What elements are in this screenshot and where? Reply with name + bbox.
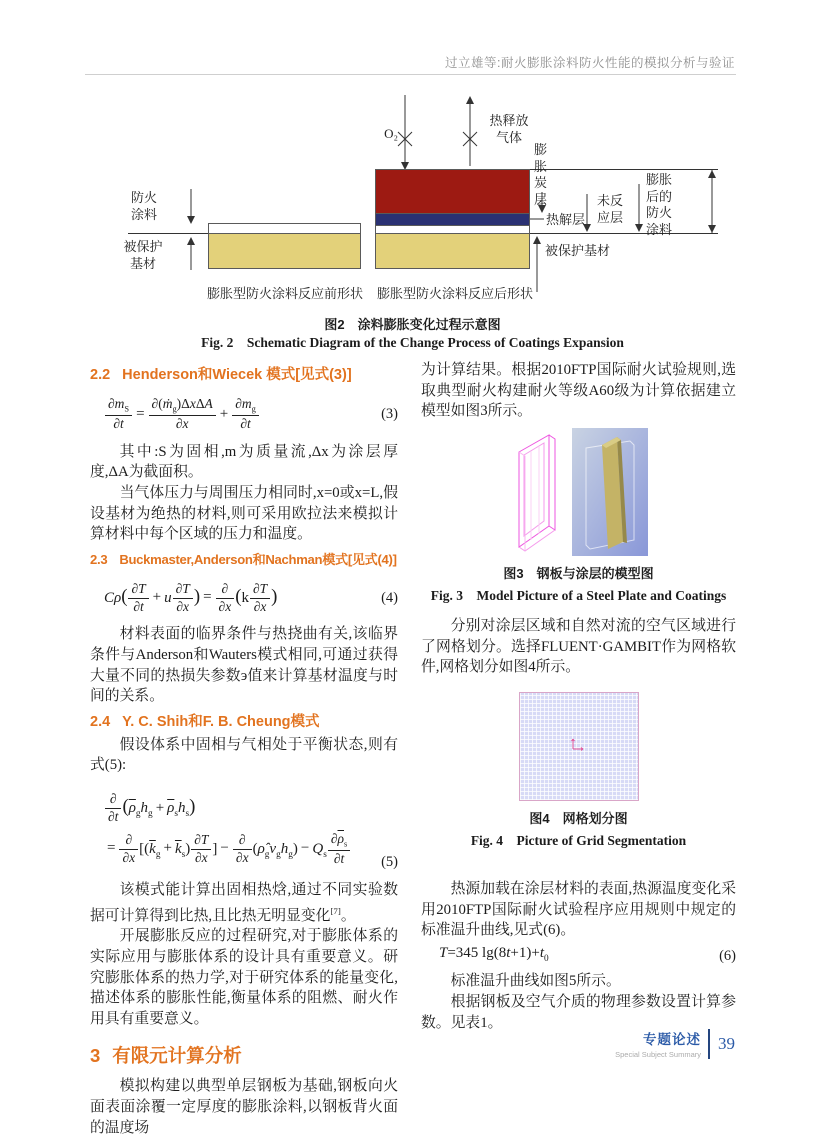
equation-4 xyxy=(90,581,398,616)
paragraph-std-curve: 标准温升曲线如图5所示。 xyxy=(450,973,621,990)
equation-5-line2: = $\frac{\partial}{\partial x}$ [$(\overline{k}_g + \overline{k}_s)$ $\frac{\partial T}{\partial x}$ ] − $\frac{\partial}{\partial x}$ $(\rhô_gv_gh_g) - Q_s$ $\frac{\partial\overline{\rho}_s}{\partial t}$ xyxy=(104,831,351,868)
equation-6 xyxy=(421,943,736,970)
left-column xyxy=(90,360,398,1138)
figure3-caption-en: Fig. 3 Model Picture of a Steel Plate and Coatings xyxy=(430,588,727,604)
section-2-2-number: 2.2 xyxy=(90,367,111,383)
paragraph-critical: 材料表面的临界条件与热挠曲有关,该临界条件与Anderson和Wauters模式相同,可通过获得大量不同的热损失参数э值来计算基材温度与时间的关系。 xyxy=(90,626,398,705)
section-2-3-title: Buckmaster,Anderson和Nachman模式[见式(4)] xyxy=(119,551,397,567)
equation-3 xyxy=(90,396,398,433)
expanded-coating-label: 膨胀后的防火涂料 xyxy=(646,172,673,237)
substrate-left-label-line2: 基材 xyxy=(129,256,156,271)
o2-label: O₂ xyxy=(384,126,398,141)
figure4-axis-marker xyxy=(568,735,590,757)
paragraph-calc-result: 为计算结果。根据2010FTP国际耐火试验规则,选取典型耐火构建耐火等级A60级为计算依据建立模型如图3所示。 xyxy=(421,362,736,420)
equation-4-body: Cρ( $\frac{\partial T}{\partial t}$ + u $\frac{\partial T}{\partial x}$ ) = $\frac{\partial}{\partial x}$ (k $\frac{\partial T}{\partial x}$ ) xyxy=(104,580,278,614)
equation-3-number: (3) xyxy=(381,406,398,423)
paragraph-where: 其中:S为固相,m为质量流,Δx为涂层厚度,ΔA为截面积。 xyxy=(90,443,398,481)
page-footer xyxy=(615,1028,735,1059)
figure3-steel-plate-image xyxy=(572,428,648,556)
substrate-left-label-line1: 被保护 xyxy=(123,239,163,254)
right-column xyxy=(421,360,736,1033)
equation-3-body: $\frac{\partial m_S}{\partial t}$ = $\frac{\partial(ṁ_g)\Delta x\Delta A}{\partial x}$ + $\frac{\partial m_g}{\partial t}$ xyxy=(104,396,260,433)
section-2-4-number: 2.4 xyxy=(90,713,111,730)
figure2-caption-en: Fig. 2 Schematic Diagram of the Change Process of Coatings Expansion xyxy=(201,335,624,350)
substrate-after-block xyxy=(375,233,530,269)
equation-6-number: (6) xyxy=(719,947,736,964)
equation-4-number: (4) xyxy=(381,589,398,606)
paragraph-simulation: 模拟构建以典型单层钢板为基础,钢板向火面表面涂覆一定厚度的膨胀涂料,以钢板背火面的温度场 xyxy=(90,1078,398,1136)
section-2-4-title: Y. C. Shih和F. B. Cheung模式 xyxy=(122,713,320,730)
running-head: 过立雄等:耐火膨胀涂料防火性能的模拟分析与验证 xyxy=(445,56,735,70)
shape-before-label: 膨胀型防火涂料反应前形状 xyxy=(206,286,363,301)
section-3-heading xyxy=(90,1043,398,1069)
section-2-3-number: 2.3 xyxy=(90,551,108,567)
unreacted-label-line2: 应层 xyxy=(596,210,623,225)
header-divider xyxy=(85,74,736,75)
paragraph-enthalpy: 该模式能计算出固相热焓,通过不同实验数据可计算得到比热,且比热无明显变化[7]。 xyxy=(90,882,398,924)
figure4-grid-image xyxy=(519,692,639,801)
figure4-caption-cn: 图4 网格划分图 xyxy=(529,810,628,826)
paragraph-equilibrium: 假设体系中固相与气相处于平衡状态,则有式(5): xyxy=(90,736,398,774)
substrate-right-label: 被保护基材 xyxy=(545,243,611,258)
substrate-before-block xyxy=(208,233,361,269)
fire-coating-label-line2: 涂料 xyxy=(130,207,157,222)
figure4-caption-en: Fig. 4 Picture of Grid Segmentation xyxy=(470,833,687,849)
section-3-title: 有限元计算分析 xyxy=(112,1045,242,1067)
page-number: 39 xyxy=(718,1033,735,1053)
equation-5-line1: $\frac{\partial}{\partial t}$ $(\overline{\rho}_gh_g + \overline{\rho}_sh_s)$ xyxy=(104,791,351,826)
char-layer-label: 膨胀炭层 xyxy=(534,142,548,207)
released-gas-label-line2: 气体 xyxy=(495,130,522,145)
fire-coating-label-line1: 防火 xyxy=(130,190,157,205)
released-gas-label-line1: 热释放 xyxy=(489,113,529,128)
unreacted-label-line1: 未反 xyxy=(596,193,623,208)
footer-divider-bar xyxy=(708,1029,710,1059)
paragraph-grid: 分别对涂层区域和自然对流的空气区域进行了网格划分。选择FLUENT·GAMBIT作为网格软件,网格划分如图4所示。 xyxy=(421,617,736,676)
equation-5 xyxy=(90,786,398,872)
paragraph-heat-source: 热源加载在涂层材料的表面,热源温度变化采用2010FTP国际耐火试验程序应用规则中规定的标准温升曲线,见式(6)。 xyxy=(421,880,736,939)
figure3-images xyxy=(421,428,736,556)
figure3-wireframe-model-image xyxy=(509,428,563,556)
paragraph-gas-pressure: 当气体压力与周围压力相同时,x=0或x=L,假设基材为绝热的材料,则可采用欧拉法来模拟计算材料中每个区域的压力和温度。 xyxy=(90,484,398,543)
footer-section-cn: 专题论述 xyxy=(643,1032,701,1047)
equation-6-body: T=345 $\lg(8t+1)+t_0$ xyxy=(439,944,549,964)
section-2-2-title: Henderson和Wiecek 模式[见式(3)] xyxy=(122,367,352,383)
shape-after-label: 膨胀型防火涂料反应后形状 xyxy=(376,286,533,301)
section-2-4-heading xyxy=(90,712,398,732)
figure2-diagram xyxy=(90,92,740,314)
char-layer-block xyxy=(375,169,530,214)
figure3-caption-cn: 图3 钢板与涂层的模型图 xyxy=(503,565,654,581)
section-2-3-heading xyxy=(90,550,398,570)
paragraph-expansion-research: 开展膨胀反应的过程研究,对于膨胀体系的实际应用与膨胀体系的设计具有重要意义。研究膨胀体系的热力学,对于研究体系的能量变化,描述体系的膨胀性能,衡量体系的阻燃、耐火作用具有重要意义。 xyxy=(90,928,398,1027)
section-3-number: 3 xyxy=(90,1045,101,1067)
section-2-2-heading xyxy=(90,365,398,385)
equation-5-number: (5) xyxy=(381,853,398,870)
figure2-caption-cn: 图2 涂料膨胀变化过程示意图 xyxy=(324,317,501,332)
footer-section-en: Special Subject Summary xyxy=(615,1050,701,1059)
pyrolysis-layer-label: 热解层 xyxy=(546,212,586,227)
paragraph-params: 根据钢板及空气介质的物理参数设置计算参数。见表1。 xyxy=(421,993,736,1031)
